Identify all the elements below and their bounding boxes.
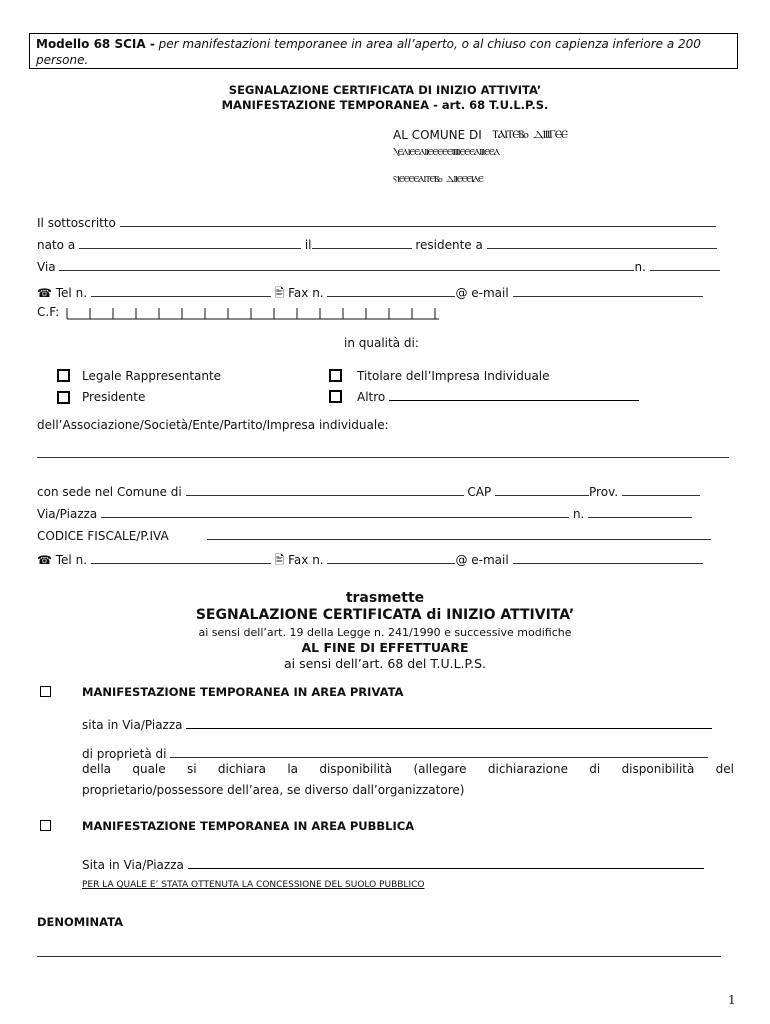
- denomination-heading: DENOMINATA: [37, 915, 124, 929]
- cap-label: CAP: [467, 485, 492, 499]
- prov-field[interactable]: [622, 485, 700, 496]
- public-site-field[interactable]: [188, 858, 704, 869]
- org-email-field[interactable]: [513, 553, 703, 564]
- tax-code-label: C.F:: [37, 305, 60, 319]
- recipient-garbled-1: ⲦⲀⲒⲦⲈⲂⲟ ⲆⲒⲒⲒⲄⲈⲈ: [492, 128, 567, 141]
- other-checkbox[interactable]: [329, 390, 342, 403]
- tax-code-row: [37, 305, 443, 320]
- private-site-row: [82, 718, 712, 732]
- prov-label: Prov.: [589, 485, 619, 499]
- availability-line-2: proprietario/possessore dell’area, se diverso dall’organizzatore): [82, 783, 465, 797]
- tax-code-boxes[interactable]: [63, 306, 443, 320]
- org-name-field[interactable]: [37, 449, 729, 458]
- org-fax-field[interactable]: [327, 553, 455, 564]
- org-seat-row: [37, 485, 700, 499]
- seat-label: con sede nel Comune di: [37, 485, 182, 499]
- tulps-reference: ai sensi dell’art. 68 del T.U.L.P.S.: [284, 656, 486, 671]
- phone-field[interactable]: [91, 286, 271, 297]
- availability-line-1: della quale si dichiara la disponibilità (allegare dichiarazione di disponibilità del: [82, 762, 734, 776]
- org-street-row: [37, 507, 692, 521]
- other-text: Altro: [357, 390, 386, 404]
- recipient-garbled-3: ⲊⲒⲈⲈⲈⲈⲀⲒⲦⲈⲂⲟ ⲆⲒⲒⲈⲈⲈⲒⲀⲈ: [393, 175, 483, 185]
- phone-label: ☎ Tel n.: [37, 286, 88, 300]
- fax-label: 🖹 Fax n.: [274, 286, 324, 300]
- seat-field[interactable]: [186, 485, 464, 496]
- recipient-garbled-2: ⲖⲈⲀⲒⲈⲈⲀⲒⲒⲈⲈⲈⲈⲈⲒⲒⲒⲒⲒⲈⲈⲈⲀⲒⲒⲒⲈⲈⲀ: [393, 148, 500, 158]
- public-site-row: [82, 858, 704, 872]
- scia-heading: SEGNALAZIONE CERTIFICATA di INIZIO ATTIVITA’: [195, 607, 575, 623]
- org-phone-field[interactable]: [91, 553, 271, 564]
- org-street-label: Via/Piazza: [37, 507, 98, 521]
- private-area-heading: MANIFESTAZIONE TEMPORANEA IN AREA PRIVATA: [82, 685, 404, 699]
- fax-field[interactable]: [327, 286, 455, 297]
- residence-field[interactable]: [487, 238, 717, 249]
- birth-date-field[interactable]: [312, 238, 412, 249]
- birth-place-field[interactable]: [79, 238, 301, 249]
- org-email-label: @ e-mail: [455, 553, 509, 567]
- street-field[interactable]: [59, 260, 634, 271]
- birth-date-label: il: [304, 238, 312, 252]
- denomination-field[interactable]: [37, 948, 721, 957]
- street-label: Via: [37, 260, 56, 274]
- owner-field[interactable]: [170, 747, 708, 758]
- cap-field[interactable]: [495, 485, 589, 496]
- org-tax-row: [37, 529, 711, 543]
- contact-row: [37, 284, 703, 305]
- org-contact-row: [37, 551, 703, 572]
- president-label: Presidente: [82, 390, 146, 404]
- sole-owner-label: Titolare dell’Impresa Individuale: [357, 369, 550, 383]
- sole-owner-checkbox[interactable]: [329, 369, 342, 382]
- org-number-field[interactable]: [588, 507, 692, 518]
- street-number-field[interactable]: [650, 260, 720, 271]
- other-field[interactable]: [389, 390, 639, 401]
- residence-label: residente a: [415, 238, 483, 252]
- page-number: 1: [728, 993, 736, 1007]
- org-fax-label: 🖹 Fax n.: [274, 553, 324, 567]
- recipient-label: AL COMUNE DI: [393, 128, 482, 142]
- street-row: [37, 260, 720, 274]
- purpose-heading: AL FINE DI EFFETTUARE: [301, 640, 469, 655]
- private-site-field[interactable]: [186, 718, 712, 729]
- born-at-label: nato a: [37, 238, 76, 252]
- public-site-label: Sita in Via/Piazza: [82, 858, 184, 872]
- president-checkbox[interactable]: [57, 391, 70, 404]
- birth-row: [37, 238, 717, 252]
- public-concession-note: PER LA QUALE E’ STATA OTTENUTA LA CONCESSIONE DEL SUOLO PUBBLICO: [82, 880, 425, 890]
- org-tax-field[interactable]: [207, 529, 711, 540]
- email-label: @ e-mail: [455, 286, 509, 300]
- public-area-heading: MANIFESTAZIONE TEMPORANEA IN AREA PUBBLICA: [82, 819, 415, 833]
- role-heading: in qualità di:: [344, 336, 419, 350]
- org-phone-label: ☎ Tel n.: [37, 553, 88, 567]
- email-field[interactable]: [513, 286, 703, 297]
- title-line-1: SEGNALAZIONE CERTIFICATA DI INIZIO ATTIVITA’: [228, 83, 542, 97]
- org-label: dell’Associazione/Società/Ente/Partito/Impresa individuale:: [37, 418, 389, 432]
- public-area-checkbox[interactable]: [40, 820, 51, 831]
- undersigned-label: Il sottoscritto: [37, 216, 116, 230]
- owner-row: [82, 747, 708, 761]
- legal-rep-checkbox[interactable]: [57, 369, 70, 382]
- other-label: [357, 390, 639, 404]
- header-box: [29, 33, 738, 69]
- model-label: Modello 68 SCIA -: [36, 37, 155, 51]
- model-description: per manifestazioni temporanee in area all’aperto, o al chiuso con capienza inferiore a 200 persone.: [36, 37, 701, 67]
- org-street-field[interactable]: [101, 507, 569, 518]
- owner-label: di proprietà di: [82, 747, 167, 761]
- org-tax-label: CODICE FISCALE/P.IVA: [37, 529, 169, 543]
- law-reference: ai sensi dell’art. 19 della Legge n. 241/1990 e successive modifiche: [198, 626, 572, 639]
- undersigned-row: [37, 216, 716, 230]
- transmit-heading: trasmette: [345, 590, 425, 606]
- org-number-label: n.: [572, 507, 585, 521]
- private-site-label: sita in Via/Piazza: [82, 718, 183, 732]
- private-area-checkbox[interactable]: [40, 686, 51, 697]
- legal-rep-label: Legale Rappresentante: [82, 369, 222, 383]
- street-number-label: n.: [634, 260, 646, 274]
- title-line-2: MANIFESTAZIONE TEMPORANEA - art. 68 T.U.L.P.S.: [221, 98, 549, 112]
- undersigned-field[interactable]: [120, 216, 716, 227]
